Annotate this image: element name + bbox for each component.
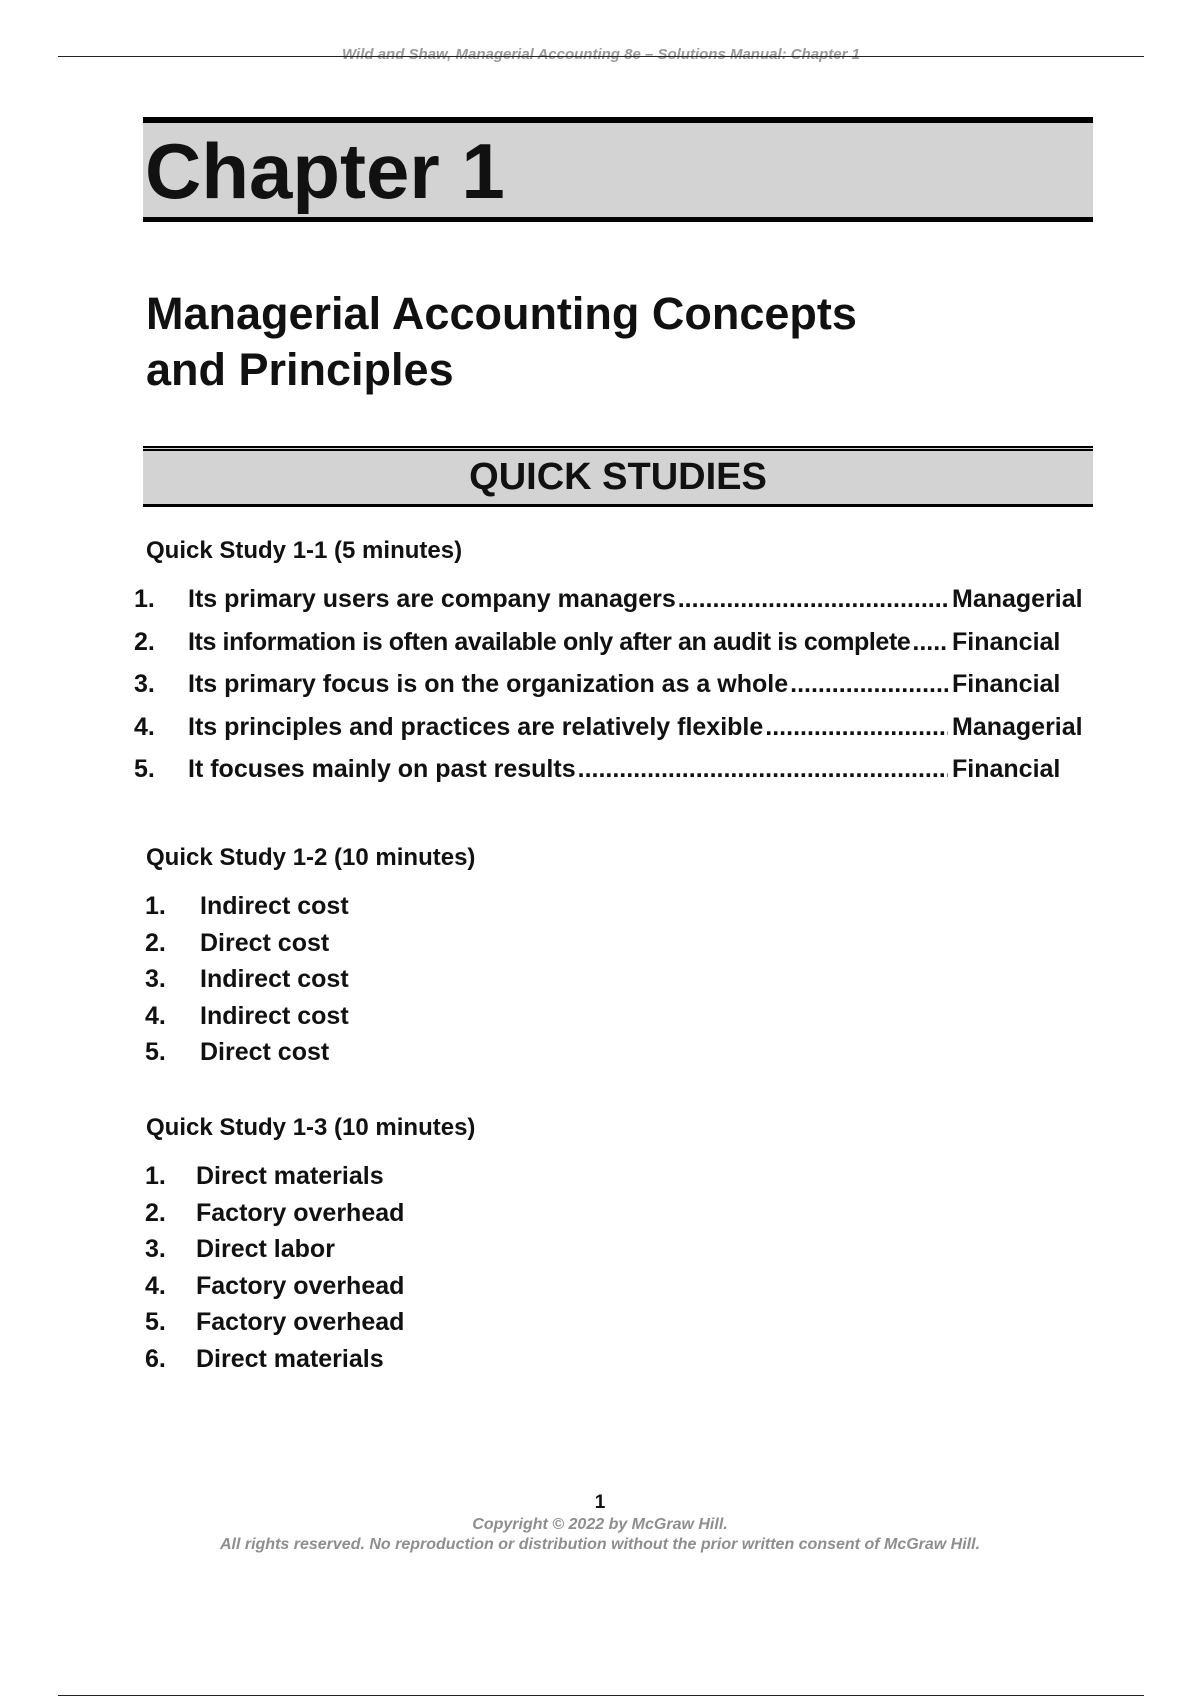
item-number: 1. bbox=[134, 585, 155, 613]
running-header: Wild and Shaw, Managerial Accounting 8e – Solutions Manual: Chapter 1 bbox=[342, 46, 860, 63]
item-number: 3. bbox=[145, 965, 166, 993]
list-item bbox=[134, 584, 1094, 627]
quick-study-2-heading: Quick Study 1-2 (10 minutes) bbox=[146, 844, 476, 871]
item-answer: Managerial bbox=[952, 585, 1083, 613]
dot-leader bbox=[912, 627, 948, 657]
item-number: 1. bbox=[145, 1162, 166, 1190]
copyright-line-1: Copyright © 2022 by McGraw Hill. bbox=[472, 1516, 728, 1533]
item-text: Indirect cost bbox=[200, 892, 349, 920]
item-text: Its primary focus is on the organization as a whole bbox=[188, 670, 789, 698]
list-item bbox=[134, 627, 1094, 670]
item-text: Indirect cost bbox=[200, 1001, 349, 1030]
item-number: 4. bbox=[145, 1271, 166, 1300]
dot-leader bbox=[765, 712, 948, 742]
item-number: 4. bbox=[145, 1001, 166, 1030]
section-banner bbox=[143, 446, 1093, 507]
page-title-line-2: and Principles bbox=[146, 344, 454, 395]
quick-study-3-list bbox=[145, 1161, 404, 1380]
item-text: Its principles and practices are relatively flexible bbox=[188, 712, 764, 741]
item-text: Factory overhead bbox=[196, 1308, 405, 1336]
chapter-banner bbox=[143, 117, 1093, 222]
list-item bbox=[145, 1307, 404, 1344]
list-item bbox=[145, 964, 349, 1001]
item-number: 1. bbox=[145, 892, 166, 920]
list-item bbox=[145, 1037, 349, 1074]
section-title: QUICK STUDIES bbox=[469, 456, 767, 498]
item-answer: Financial bbox=[952, 670, 1061, 698]
chapter-title: Chapter 1 bbox=[145, 127, 505, 215]
item-answer: Financial bbox=[952, 755, 1061, 783]
list-item bbox=[145, 928, 349, 965]
list-item bbox=[145, 1271, 404, 1308]
item-text: Direct labor bbox=[196, 1235, 335, 1263]
dot-leader bbox=[790, 669, 948, 699]
dot-leader bbox=[678, 584, 948, 614]
quick-study-3-heading: Quick Study 1-3 (10 minutes) bbox=[146, 1114, 476, 1141]
item-text: Its primary users are company managers bbox=[188, 585, 676, 613]
dot-leader bbox=[578, 754, 948, 784]
list-item bbox=[145, 1001, 349, 1038]
item-number: 2. bbox=[145, 1198, 166, 1227]
footer-rule bbox=[58, 1695, 1144, 1696]
page-title bbox=[146, 286, 857, 398]
list-item bbox=[145, 1161, 404, 1198]
list-item bbox=[145, 1344, 404, 1381]
item-text: Direct materials bbox=[196, 1344, 384, 1373]
item-text: Factory overhead bbox=[196, 1271, 405, 1300]
quick-study-1-list bbox=[134, 584, 1094, 797]
item-number: 5. bbox=[145, 1038, 166, 1066]
copyright-line-2: All rights reserved. No reproduction or distribution without the prior written consent of McGraw Hill. bbox=[219, 1536, 981, 1553]
item-text: Direct cost bbox=[200, 928, 330, 957]
item-text: Factory overhead bbox=[196, 1198, 405, 1227]
item-text: It focuses mainly on past results bbox=[188, 755, 576, 783]
item-answer: Managerial bbox=[952, 712, 1083, 741]
list-item bbox=[134, 669, 1094, 712]
quick-study-1-heading: Quick Study 1-1 (5 minutes) bbox=[146, 537, 463, 564]
list-item bbox=[145, 1234, 404, 1271]
header-rule bbox=[58, 56, 1144, 57]
quick-study-2-list bbox=[145, 891, 349, 1074]
page-title-line-1: Managerial Accounting Concepts bbox=[146, 288, 857, 339]
list-item bbox=[145, 891, 349, 928]
item-number: 3. bbox=[134, 670, 155, 698]
item-number: 4. bbox=[134, 712, 155, 741]
item-answer: Financial bbox=[952, 627, 1061, 656]
item-number: 2. bbox=[145, 928, 166, 957]
list-item bbox=[134, 712, 1094, 755]
item-number: 2. bbox=[134, 627, 155, 656]
item-text: Indirect cost bbox=[200, 965, 349, 993]
list-item bbox=[134, 754, 1094, 797]
item-text: Direct cost bbox=[200, 1038, 330, 1066]
list-item bbox=[145, 1198, 404, 1235]
item-text: Direct materials bbox=[196, 1162, 384, 1190]
item-number: 6. bbox=[145, 1344, 166, 1373]
item-number: 5. bbox=[145, 1308, 166, 1336]
item-number: 5. bbox=[134, 755, 155, 783]
page-number: 1 bbox=[594, 1492, 606, 1513]
item-text: Its information is often available only after an audit is complete bbox=[188, 627, 911, 656]
item-number: 3. bbox=[145, 1235, 166, 1263]
